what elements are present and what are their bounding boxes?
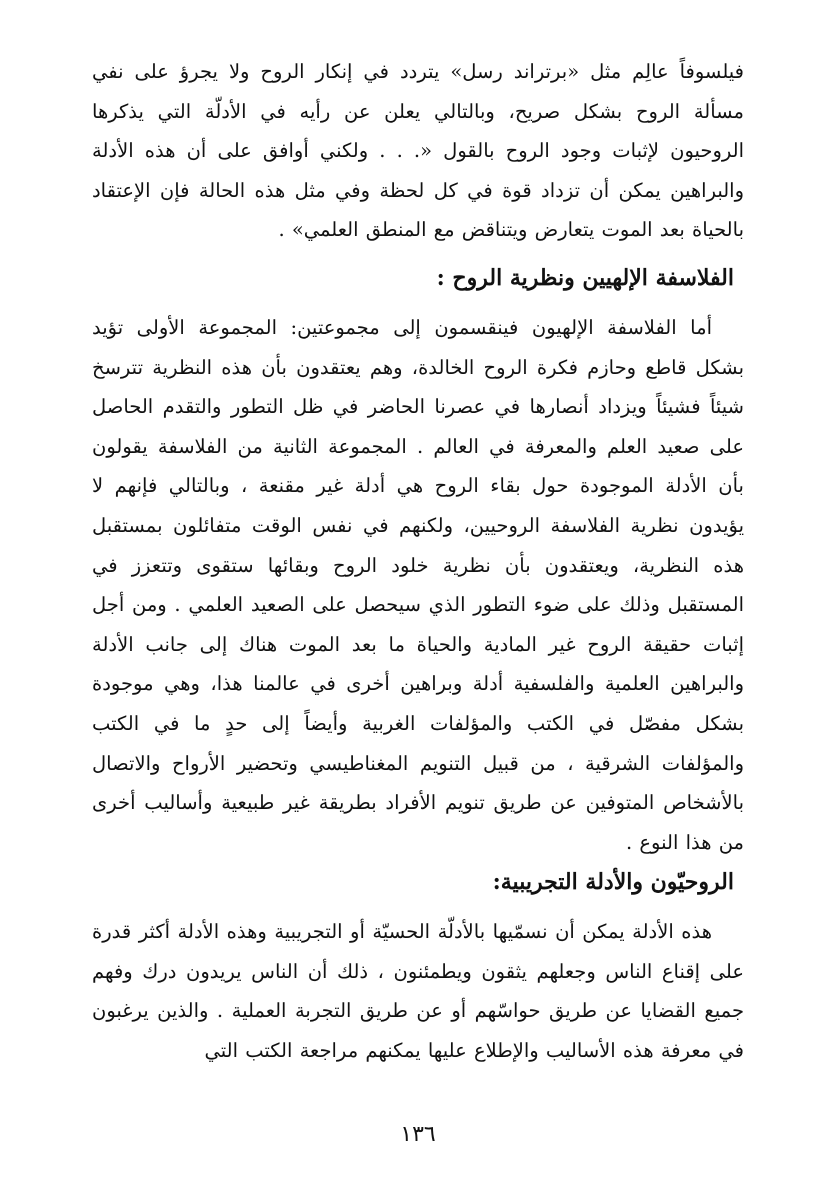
page-body (92, 52, 744, 1192)
page-number: ١٣٦ (400, 1122, 436, 1147)
paragraph-divine-philosophers: أما الفلاسفة الإلهيون فينقسمون إلى مجموعتين: المجموعة الأولى تؤيد بشكل قاطع وحازم فكرة الروح الخالدة، وهم يعتقدون بأن هذه النظرية تترسخ شيئاً فشيئاً ويزداد أنصارها في عصرنا الحاضر في ظل التطور والتقدم الحاصل على صعيد العلم والمعرفة في العالم . المجموعة الثانية من الفلاسفة يقولون بأن الأدلة الموجودة حول بقاء الروح هي أدلة غير مقنعة ، وبالتالي فإنهم لا يؤيدون نظرية الفلاسفة الروحيين، ولكنهم في نفس الوقت متفائلون بمستقبل هذه النظرية، ويعتقدون بأن نظرية خلود الروح وبقائها ستقوى وتتعزز في المستقبل وذلك على ضوء التطور الذي سيحصل على الصعيد العلمي . ومن أجل إثبات حقيقة الروح غير المادية والحياة ما بعد الموت هناك إلى جانب الأدلة والبراهين العلمية والفلسفية أدلة وبراهين أخرى في عالمنا هذا، وهي موجودة بشكل مفصّل في الكتب والمؤلفات الغربية وأيضاً إلى حدٍ ما في الكتب والمؤلفات الشرقية ، من قبيل التنويم المغناطيسي وتحضير الأرواح والاتصال بالأشخاص المتوفين عن طريق تنويم الأفراد بطريقة غير طبيعية وأساليب أخرى من هذا النوع . (92, 316, 744, 854)
section-heading-divine-philosophers: الفلاسفة الإلهيين ونظرية الروح : (436, 265, 734, 291)
section-heading-spiritualists-evidence: الروحيّون والأدلة التجريبية: (492, 869, 734, 895)
paragraph-empirical-evidence: هذه الأدلة يمكن أن نسمّيها بالأدلّة الحسيّة أو التجريبية وهذه الأدلة أكثر قدرة على إقناع الناس وجعلهم يثقون ويطمئنون ، ذلك أن الناس يريدون درك وفهم جميع القضايا عن طريق حواسّهم أو عن طريق التجربة العملية . والذين يرغبون في معرفة هذه الأساليب والإطلاع عليها يمكنهم مراجعة الكتب التي (92, 920, 744, 1062)
paragraph-intro: فيلسوفاً عالِم مثل «برتراند رسل» يتردد في إنكار الروح ولا يجرؤ على نفي مسألة الروح بشكل صريح، وبالتالي يعلن عن رأيه في الأدلّة التي يذكرها الروحيون لإثبات وجود الروح بالقول «. . . ولكني أوافق على أن هذه الأدلة والبراهين يمكن أن تزداد قوة في كل لحظة وفي مثل هذه الحالة فإن الإعتقاد بالحياة بعد الموت يتعارض ويتناقض مع المنطق العلمي» . (92, 60, 744, 242)
